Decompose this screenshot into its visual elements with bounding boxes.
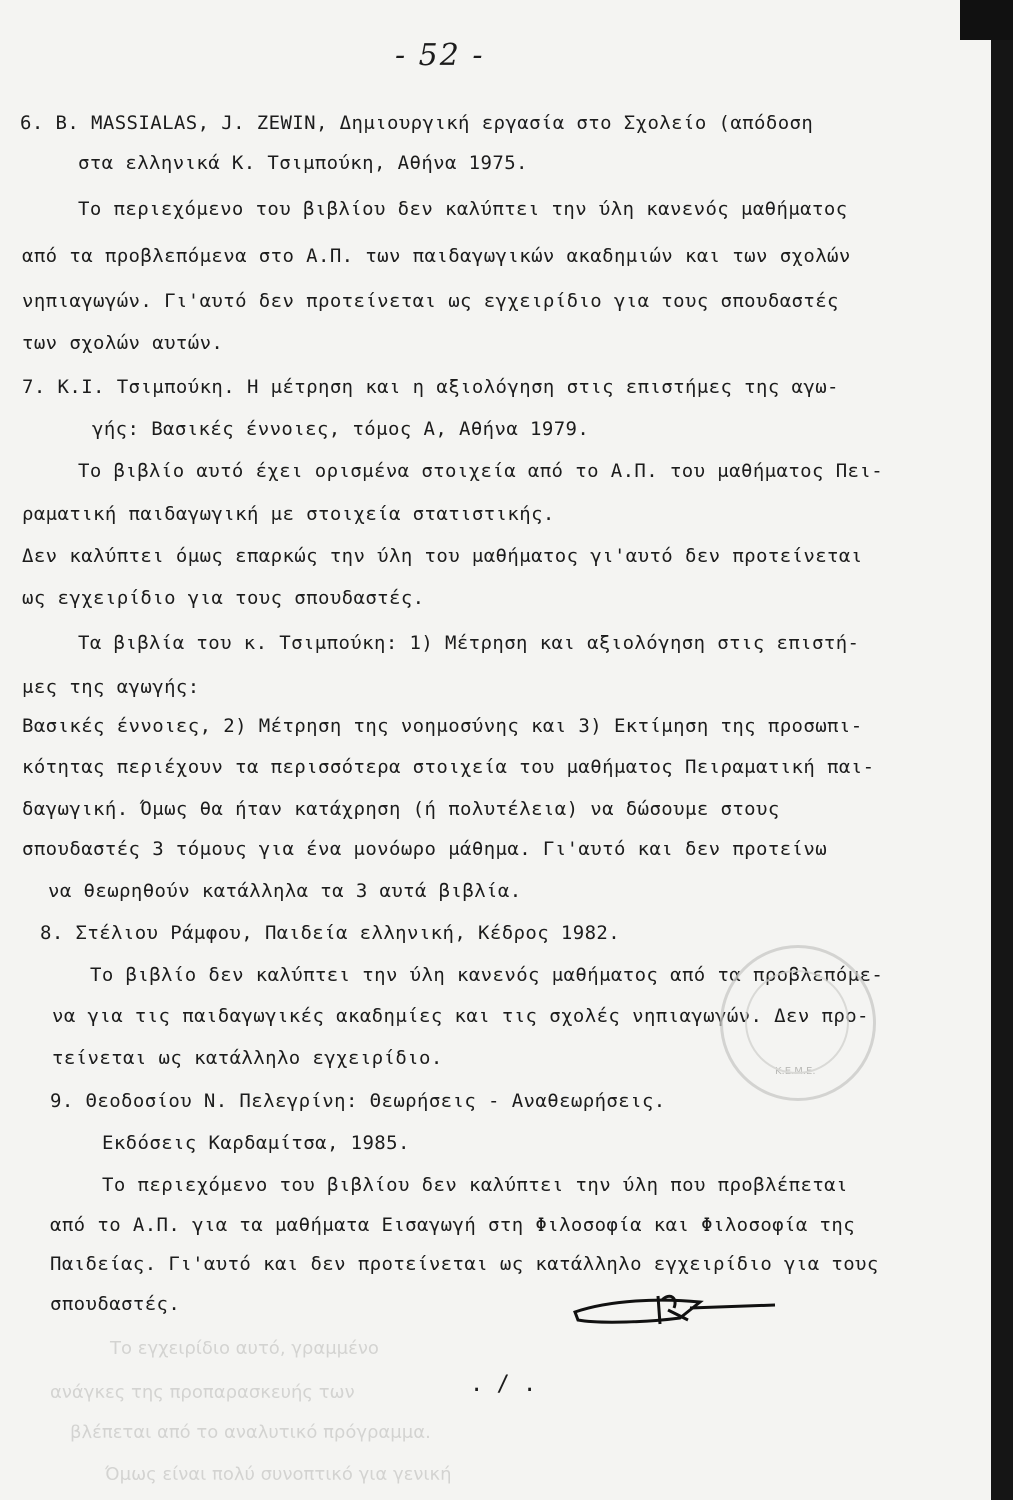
text-line: Το περιεχόμενο του βιβλίου δεν καλύπτει την ύλη που προβλέπεται (102, 1174, 848, 1196)
bleed-through-line: Το εγχειρίδιο αυτό, γραμμένο (110, 1338, 379, 1359)
bleed-through-line: Όμως είναι πολύ συνοπτικό για γενική (105, 1464, 452, 1485)
bleed-through-line: ανάγκες της προπαρασκευής των (50, 1382, 355, 1403)
text-line: νηπιαγωγών. Γι'αυτό δεν προτείνεται ως εγχειρίδιο για τους σπουδαστές (22, 290, 839, 312)
text-line: 9. Θεοδοσίου Ν. Πελεγρίνη: Θεωρήσεις - Αναθεωρήσεις. (50, 1090, 666, 1112)
signature (570, 1290, 780, 1340)
text-line: Δεν καλύπτει όμως επαρκώς την ύλη του μαθήματος γι'αυτό δεν προτείνεται (22, 545, 863, 567)
text-line: Το βιβλίο δεν καλύπτει την ύλη κανενός μαθήματος από τα προβλεπόμε- (90, 964, 884, 986)
bleed-through-line: βλέπεται από το αναλυτικό πρόγραμμα. (70, 1422, 431, 1443)
text-line: 7. Κ.Ι. Τσιμπούκη. Η μέτρηση και η αξιολόγηση στις επιστήμες της αγω- (22, 376, 839, 398)
text-line: Εκδόσεις Καρδαμίτσα, 1985. (102, 1132, 410, 1154)
text-line: των σχολών αυτών. (22, 332, 224, 354)
text-line: σπουδαστές 3 τόμους για ένα μονόωρο μάθημα. Γι'αυτό και δεν προτείνω (22, 838, 828, 860)
text-line: κότητας περιέχουν τα περισσότερα στοιχεία του μαθήματος Πειραματική παι- (22, 756, 875, 778)
text-line: ως εγχειρίδιο για τους σπουδαστές. (22, 587, 425, 609)
text-line: από τα προβλεπόμενα στο Α.Π. των παιδαγωγικών ακαδημιών και των σχολών (22, 245, 851, 267)
scan-edge (991, 0, 1013, 1500)
text-line: Παιδείας. Γι'αυτό και δεν προτείνεται ως κατάλληλο εγχειρίδιο για τους (50, 1253, 879, 1275)
text-line: στα ελληνικά Κ. Τσιμπούκη, Αθήνα 1975. (78, 152, 528, 174)
text-line: από το Α.Π. για τα μαθήματα Εισαγωγή στη Φιλοσοφία και Φιλοσοφία της (50, 1214, 856, 1236)
text-line: Τα βιβλία του κ. Τσιμπούκη: 1) Μέτρηση και αξιολόγηση στις επιστή- (78, 632, 860, 654)
text-line: σπουδαστές. (50, 1293, 181, 1315)
text-line: Βασικές έννοιες, 2) Μέτρηση της νοημοσύνης και 3) Εκτίμηση της προσωπι- (22, 715, 863, 737)
text-line: 8. Στέλιου Ράμφου, Παιδεία ελληνική, Κέδρος 1982. (40, 922, 621, 944)
text-line: Το περιεχόμενο του βιβλίου δεν καλύπτει την ύλη κανενός μαθήματος (78, 198, 848, 220)
scan-corner (960, 0, 1013, 40)
text-line: να θεωρηθούν κατάλληλα τα 3 αυτά βιβλία. (48, 880, 522, 902)
end-mark: . / . (470, 1372, 537, 1397)
text-line: μες της αγωγής: (22, 676, 200, 698)
page-number: - 52 - (395, 38, 485, 73)
text-line: να για τις παιδαγωγικές ακαδημίες και τις σχολές νηπιαγωγών. Δεν προ- (52, 1005, 869, 1027)
text-line: 6. B. MASSIALAS, J. ZEWIN, Δημιουργική εργασία στο Σχολείο (απόδοση (20, 112, 814, 134)
text-line: δαγωγική. Όμως θα ήταν κατάχρηση (ή πολυτέλεια) να δώσουμε στους (22, 798, 780, 820)
text-line: Το βιβλίο αυτό έχει ορισμένα στοιχεία από το Α.Π. του μαθήματος Πει- (78, 460, 884, 482)
official-stamp (720, 945, 876, 1101)
text-line: τείνεται ως κατάλληλο εγχειρίδιο. (52, 1047, 443, 1069)
stamp-label: Κ.Ε.Μ.Ε. (775, 1066, 816, 1077)
text-line: ραματική παιδαγωγική με στοιχεία στατιστικής. (22, 503, 555, 525)
text-line: γής: Βασικές έννοιες, τόμος Α, Αθήνα 1979. (92, 418, 590, 440)
